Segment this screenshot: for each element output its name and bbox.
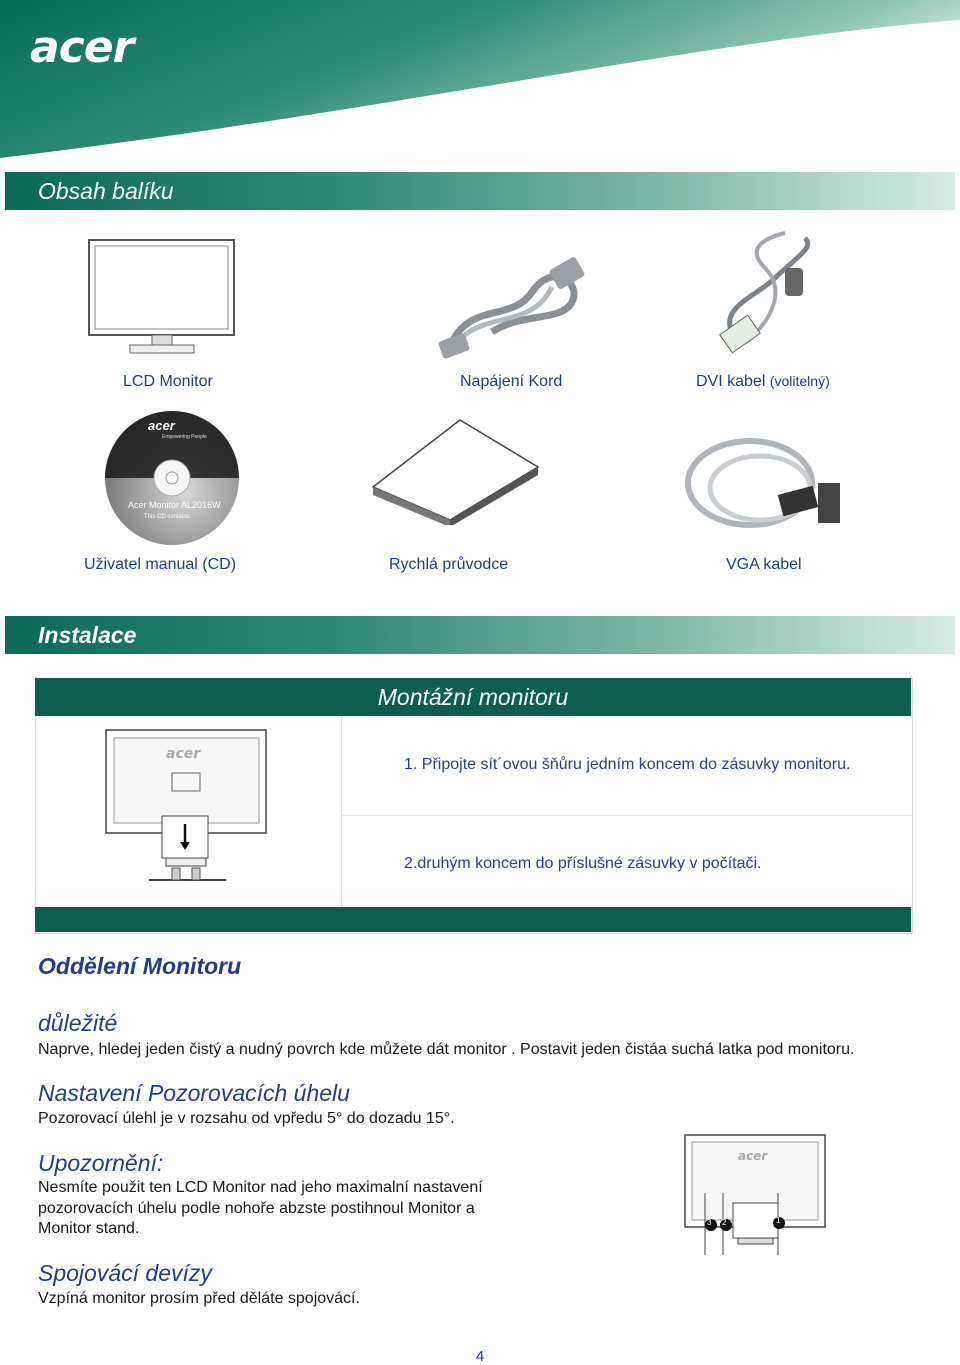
svg-text:acer: acer [166,746,201,762]
section-bar-contents [5,172,955,210]
cd-model: Acer Monitor AL2016W [128,500,221,510]
quick-guide-image [368,415,543,525]
item-label-dvi [696,373,830,391]
port-number: 2 [722,1218,727,1227]
item-label-dvi-text: DVI kabel [696,373,766,390]
connect-text: Vzpíná monitor prosím před děláte spojovácí. [38,1290,360,1307]
vga-cable-image [680,428,855,548]
monitor-connectors-image [683,1133,828,1258]
acer-logo: acer [30,22,134,73]
angle-text: Pozorovací úlehl je v rozsahu od vpředu 5° do dozadu 15°. [38,1110,455,1127]
monitor-back-image [104,728,269,888]
port-number: 3 [707,1218,712,1227]
connect-heading: Spojovácí devízy [38,1260,212,1286]
item-label-lcd: LCD Monitor [123,373,213,390]
page-number: 4 [475,1348,485,1365]
item-label-dvi-note: (volitelný) [769,373,830,389]
angle-heading: Nastavení Pozorovacích úhelu [38,1080,350,1106]
lcd-monitor-image [86,237,238,359]
install-box-header [35,678,911,716]
section-bar-install [5,616,955,654]
detach-heading: Oddělení Monitoru [38,953,242,979]
important-heading: důležité [38,1010,118,1036]
item-label-power-cord: Napájení Kord [460,373,563,390]
install-box-title: Montážní monitoru [377,684,569,710]
power-cord-image [432,242,592,367]
item-label-quick-guide: Rychlá průvodce [389,556,509,573]
cd-tagline: Empowering People [162,434,207,440]
port-number: 1 [776,1216,781,1225]
cd-contains: This CD contains: [144,514,192,520]
warning-heading: Upozornění: [38,1150,164,1176]
install-step-2: 2.druhým koncem do příslušné zásuvky v počítači. [404,855,762,872]
install-step-1: 1. Připojte sít´ovou šňůru jedním koncem do zásuvky monitoru. [404,756,851,773]
dvi-cable-image [705,228,825,363]
item-label-cd: Uživatel manual (CD) [84,556,237,573]
install-box-footer [35,907,911,932]
header-swoosh [0,0,960,160]
cd-image [104,410,240,546]
item-label-vga: VGA kabel [726,556,802,573]
divider [341,815,911,816]
important-text: Naprve, hledej jeden čistý a nudný povrch kde můžete dát monitor . Postavit jeden čistáa suchá latka pod monitoru. [38,1041,855,1058]
warning-text: Nesmíte použit ten LCD Monitor nad jeho maximalní nastavení pozorovacích úhelu podle nohoře abzste postihnoul Monitor a Monitor stand. [38,1179,483,1237]
cd-brand: acer [148,418,175,433]
section-title: Obsah balíku [38,178,174,204]
header-banner [0,0,960,160]
svg-text:acer: acer [738,1149,768,1163]
section-title: Instalace [38,622,137,648]
divider [341,716,342,907]
